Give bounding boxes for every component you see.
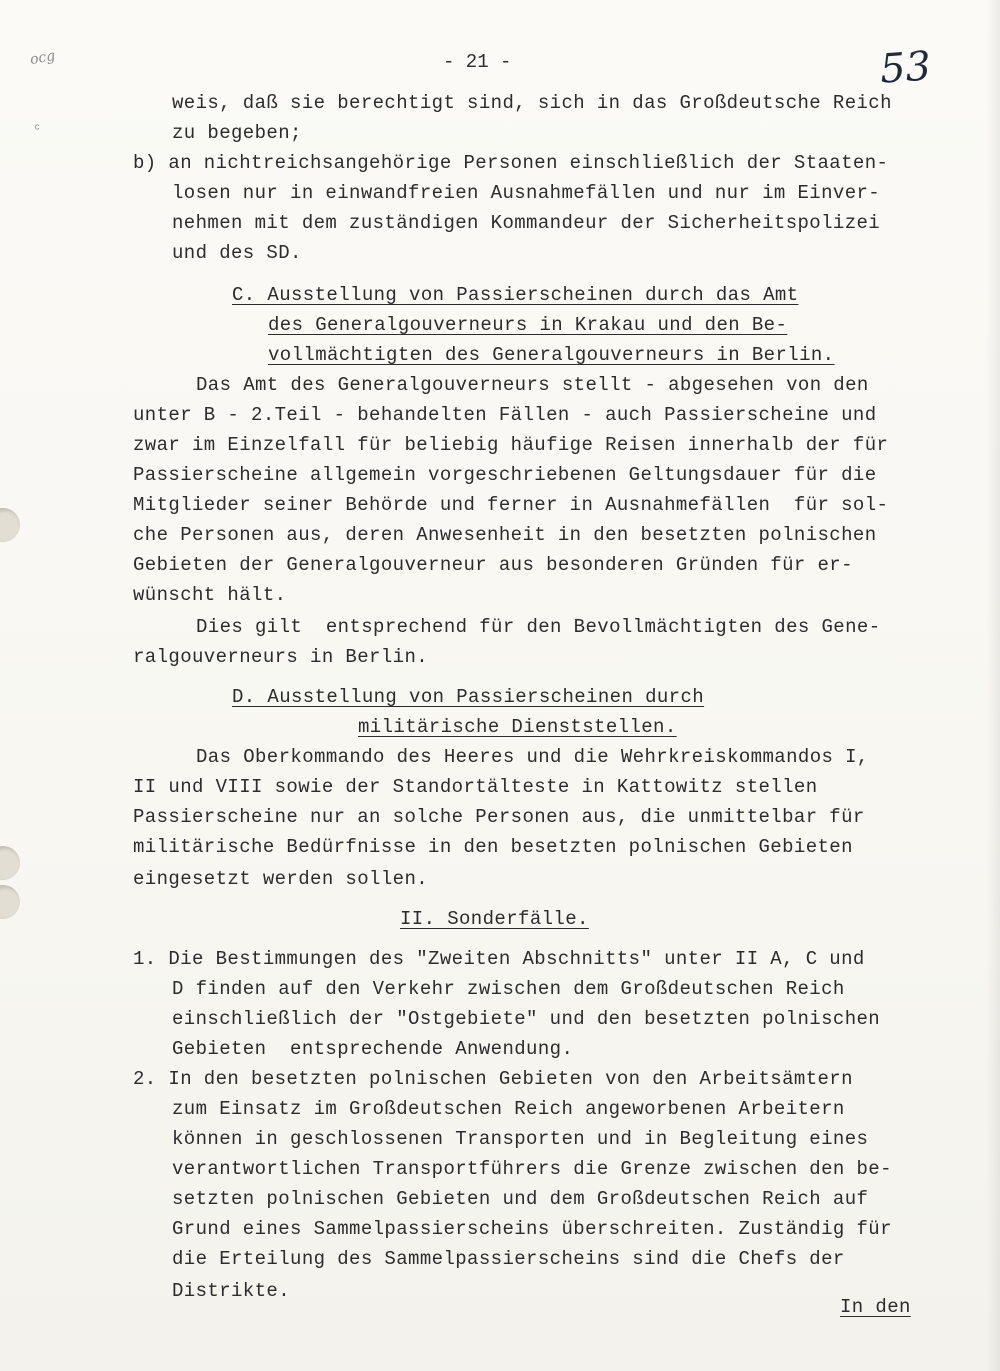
text-line: setzten polnischen Gebieten und dem Großdeutschen Reich auf [172, 1188, 869, 1210]
text-line: unter B - 2.Teil - behandelten Fällen - auch Passierscheine und [133, 404, 877, 426]
text-line: militärische Bedürfnisse in den besetzten polnischen Gebieten [133, 836, 853, 858]
text-line: Passierscheine nur an solche Personen aus, die unmittelbar für [133, 806, 865, 828]
text-line: zwar im Einzelfall für beliebig häufige Reisen innerhalb der für [133, 434, 889, 456]
text-line: ralgouverneurs in Berlin. [133, 646, 429, 668]
text-line: weis, daß sie berechtigt sind, sich in das Großdeutsche Reich [172, 92, 892, 114]
section-heading-line: militärische Dienststellen. [358, 716, 677, 738]
text-line: b) an nichtreichsangehörige Personen einschließlich der Staaten- [133, 152, 889, 174]
text-line: verantwortlichen Transportführers die Grenze zwischen den be- [172, 1158, 892, 1180]
text-line: nehmen mit dem zuständigen Kommandeur der Sicherheitspolizei [172, 212, 881, 234]
text-line: Gebieten der Generalgouverneur aus besonderen Gründen für er- [133, 554, 853, 576]
text-line: einschließlich der "Ostgebiete" und den besetzten polnischen [172, 1008, 881, 1030]
margin-annotation: ocg [28, 47, 57, 69]
text-line: Gebieten entsprechende Anwendung. [172, 1038, 574, 1060]
section-heading-line: D. Ausstellung von Passierscheinen durch [232, 686, 705, 708]
page-number: - 21 - [443, 51, 512, 73]
archive-stamp-number: 53 [878, 43, 933, 93]
text-line: D finden auf den Verkehr zwischen dem Großdeutschen Reich [172, 978, 845, 1000]
text-line: und des SD. [172, 242, 302, 264]
punch-hole-lower [0, 885, 20, 919]
text-line: zu begeben; [172, 122, 302, 144]
punch-hole-upper [0, 508, 20, 542]
text-line: eingesetzt werden sollen. [133, 868, 429, 890]
text-line: Mitglieder seiner Behörde und ferner in Ausnahmefällen für sol- [133, 494, 889, 516]
text-line: Dies gilt entsprechend für den Bevollmächtigten des Gene- [196, 616, 881, 638]
text-line: Das Oberkommando des Heeres und die Wehrkreiskommandos I, [196, 746, 869, 768]
punch-hole-middle [0, 846, 20, 880]
text-line: Grund eines Sammelpassierscheins überschreiten. Zuständig für [172, 1218, 892, 1240]
text-line: die Erteilung des Sammelpassierscheins sind die Chefs der [172, 1248, 845, 1270]
section-heading-line: des Generalgouverneurs in Krakau und den Be- [268, 314, 788, 336]
text-line: II und VIII sowie der Standortälteste in Kattowitz stellen [133, 776, 818, 798]
text-line: Distrikte. [172, 1280, 291, 1302]
section-heading-line: II. Sonderfälle. [400, 908, 589, 930]
text-line: Passierscheine allgemein vorgeschriebenen Geltungsdauer für die [133, 464, 877, 486]
section-heading-line: In den [840, 1296, 911, 1318]
section-heading-line: vollmächtigten des Generalgouverneurs in Berlin. [268, 344, 835, 366]
page-edge-shadow [986, 0, 1000, 1371]
margin-tick-mark: ᶜ [33, 122, 42, 138]
text-line: können in geschlossenen Transporten und in Begleitung eines [172, 1128, 869, 1150]
text-line: che Personen aus, deren Anwesenheit in den besetzten polnischen [133, 524, 877, 546]
section-heading-line: C. Ausstellung von Passierscheinen durch das Amt [232, 284, 799, 306]
text-line: wünscht hält. [133, 584, 287, 606]
text-line: 2. In den besetzten polnischen Gebieten von den Arbeitsämtern [133, 1068, 853, 1090]
text-line: losen nur in einwandfreien Ausnahmefällen und nur im Einver- [172, 182, 881, 204]
text-line: zum Einsatz im Großdeutschen Reich angeworbenen Arbeitern [172, 1098, 845, 1120]
text-line: 1. Die Bestimmungen des "Zweiten Abschnitts" unter II A, C und [133, 948, 865, 970]
text-line: Das Amt des Generalgouverneurs stellt - abgesehen von den [196, 374, 869, 396]
